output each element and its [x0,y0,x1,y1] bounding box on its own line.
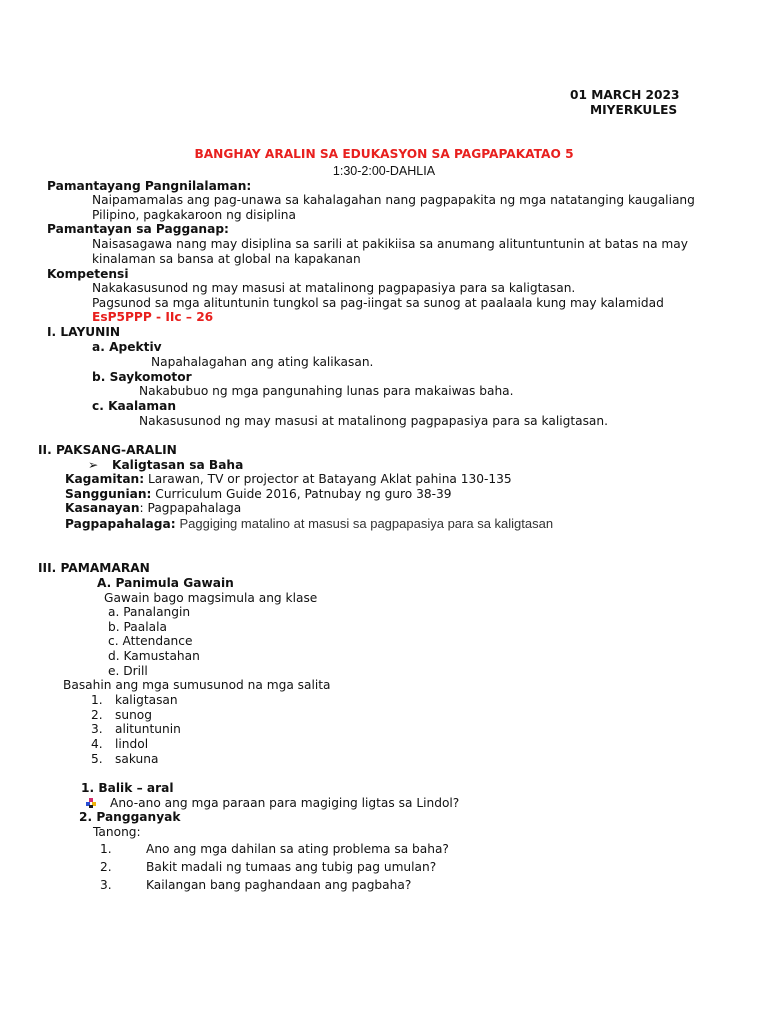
colored-diamond-bullet-icon [86,798,96,808]
topic-title: Kaligtasan sa Baha [112,458,244,472]
word-item: 3. alituntunin [91,722,181,736]
word-item: 5. sakuna [91,752,159,766]
time-section: 1:30-2:00-DAHLIA [332,164,436,178]
question-item: 3. Kailangan bang paghandaan ang pagbaha? [100,878,412,892]
activity-item: a. Panalangin [108,605,191,619]
sanggunian-text: Curriculum Guide 2016, Patnubay ng guro 38-39 [151,487,452,501]
pagpapahalaga-label: Pagpapahalaga: [65,517,176,531]
objective-c-text: Nakasusunod ng may masusi at matalinong pagpapasiya para sa kaligtasan. [139,414,608,428]
kagamitan-text: Larawan, TV or projector at Batayang Aklat pahina 130-135 [144,472,512,486]
pagpapahalaga-text: Paggiging matalino at masusi sa pagpapasiya para sa kaligtasan [179,516,554,531]
objective-a-text: Napahalagahan ang ating kalikasan. [151,355,374,369]
panimula-label: A. Panimula Gawain [97,576,234,590]
word-item: 1. kaligtasan [91,693,178,707]
arrow-bullet-icon: ➢ [88,458,99,472]
content-standard-text-1: Naipamamalas ang pag-unawa sa kahalagahan nang pagpapakita ng mga natatanging kaugaliang [92,193,695,207]
basahin-instruction: Basahin ang mga sumusunod na mga salita [63,678,331,692]
activity-item: c. Attendance [108,634,193,648]
kasanayan-line [65,501,241,516]
word-item: 4. lindol [91,737,149,751]
paksa-heading: II. PAKSANG-ARALIN [38,443,177,457]
layunin-heading: I. LAYUNIN [47,325,121,339]
performance-standard-text-2: kinalaman sa bansa at global na kapakanan [92,252,361,266]
balik-aral-label: 1. Balik – aral [81,781,174,795]
kasanayan-text: : Pagpapahalaga [139,501,242,515]
tanong-label: Tanong: [93,825,141,839]
competency-text-1: Nakakasusunod ng may masusi at matalinong pagpapasiya para sa kaligtasan. [92,281,576,295]
balik-aral-question: Ano-ano ang mga paraan para magiging ligtas sa Lindol? [110,796,460,810]
activity-item: d. Kamustahan [108,649,200,663]
question-item: 2. Bakit madali ng tumaas ang tubig pag umulan? [100,860,437,874]
competency-text-2: Pagsunod sa mga alituntunin tungkol sa pag-iingat sa sunog at paalaala kung may kalamidad [92,296,664,310]
sanggunian-line [65,487,452,502]
objective-c-label: c. Kaalaman [92,399,176,413]
activity-item: e. Drill [108,664,148,678]
topic-line [88,458,243,473]
pagpapahalaga-line [65,516,553,532]
pamamaran-heading: III. PAMAMARAN [38,561,150,575]
lesson-title: BANGHAY ARALIN SA EDUKASYON SA PAGPAPAKATAO 5 [194,147,574,161]
lesson-day: MIYERKULES [590,103,678,117]
objective-a-label: a. Apektiv [92,340,162,354]
word-item: 2. sunog [91,708,152,722]
activity-item: b. Paalala [108,620,167,634]
objective-b-text: Nakabubuo ng mga pangunahing lunas para makaiwas baha. [139,384,514,398]
sanggunian-label: Sanggunian: [65,487,152,501]
objective-b-label: b. Saykomotor [92,370,192,384]
performance-standard-text-1: Naisasagawa nang may disiplina sa sarili at pakikiisa sa anumang alituntuntunin at batas na may [92,237,688,251]
content-standard-text-2: Pilipino, pagkakaroon ng disiplina [92,208,297,222]
lesson-date: 01 MARCH 2023 [570,88,680,102]
question-item: 1. Ano ang mga dahilan sa ating problema sa baha? [100,842,449,856]
content-standard-label: Pamantayang Pangnilalaman: [47,179,252,193]
competency-label: Kompetensi [47,267,129,281]
kagamitan-line [65,472,512,487]
pangganyak-label: 2. Pangganyak [79,810,181,824]
performance-standard-label: Pamantayan sa Pagganap: [47,222,229,236]
kasanayan-label: Kasanayan [65,501,140,515]
panimula-intro: Gawain bago magsimula ang klase [104,591,318,605]
competency-code: EsP5PPP - IIc – 26 [92,310,214,324]
kagamitan-label: Kagamitan: [65,472,145,486]
balik-aral-line [86,796,459,811]
